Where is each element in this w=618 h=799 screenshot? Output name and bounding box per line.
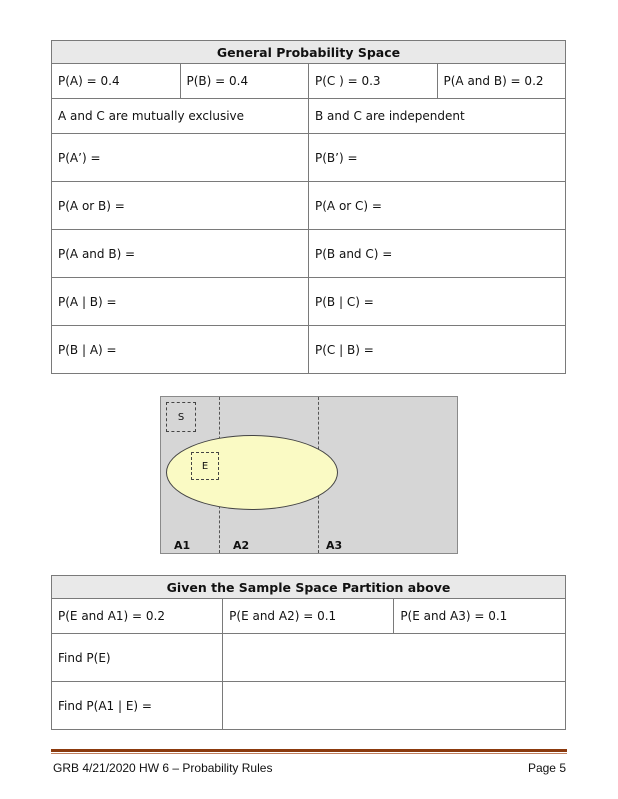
answer-cell: [223, 682, 566, 730]
question-cell: Find P(A1 | E) =: [52, 682, 223, 730]
given-pa: P(A) = 0.4: [52, 64, 181, 99]
given-pc: P(C ) = 0.3: [309, 64, 438, 99]
question-cell: P(C | B) =: [309, 326, 566, 374]
question-cell: P(B | C) =: [309, 278, 566, 326]
sample-space-label: S: [166, 402, 196, 432]
condition-ac: A and C are mutually exclusive: [52, 99, 309, 134]
given-pab: P(A and B) = 0.2: [437, 64, 566, 99]
partition-label-a1: A1: [174, 539, 191, 552]
footer-rule: [51, 749, 567, 752]
question-cell: P(A or B) =: [52, 182, 309, 230]
question-cell: P(A and B) =: [52, 230, 309, 278]
given-pe-a2: P(E and A2) = 0.1: [223, 599, 394, 634]
question-cell: P(B | A) =: [52, 326, 309, 374]
condition-bc: B and C are independent: [309, 99, 566, 134]
given-pe-a1: P(E and A1) = 0.2: [52, 599, 223, 634]
question-cell: Find P(E): [52, 634, 223, 682]
question-cell: P(B and C) =: [309, 230, 566, 278]
partition-label-a3: A3: [326, 539, 343, 552]
venn-diagram: [160, 396, 458, 554]
question-cell: P(A’) =: [52, 134, 309, 182]
page-number: Page 5: [527, 761, 566, 775]
footer-rule-thin: [51, 753, 567, 754]
event-label: E: [191, 452, 219, 480]
footer-left-text: GRB 4/21/2020 HW 6 – Probability Rules: [53, 761, 273, 775]
partition-label-a2: A2: [233, 539, 250, 552]
answer-cell: [223, 634, 566, 682]
question-cell: P(B’) =: [309, 134, 566, 182]
probability-space-table: [51, 40, 566, 374]
question-cell: P(A or C) =: [309, 182, 566, 230]
table-title: General Probability Space: [52, 41, 566, 64]
given-pb: P(B) = 0.4: [180, 64, 309, 99]
question-cell: P(A | B) =: [52, 278, 309, 326]
partition-table: [51, 575, 566, 730]
table-title: Given the Sample Space Partition above: [52, 576, 566, 599]
given-pe-a3: P(E and A3) = 0.1: [394, 599, 566, 634]
